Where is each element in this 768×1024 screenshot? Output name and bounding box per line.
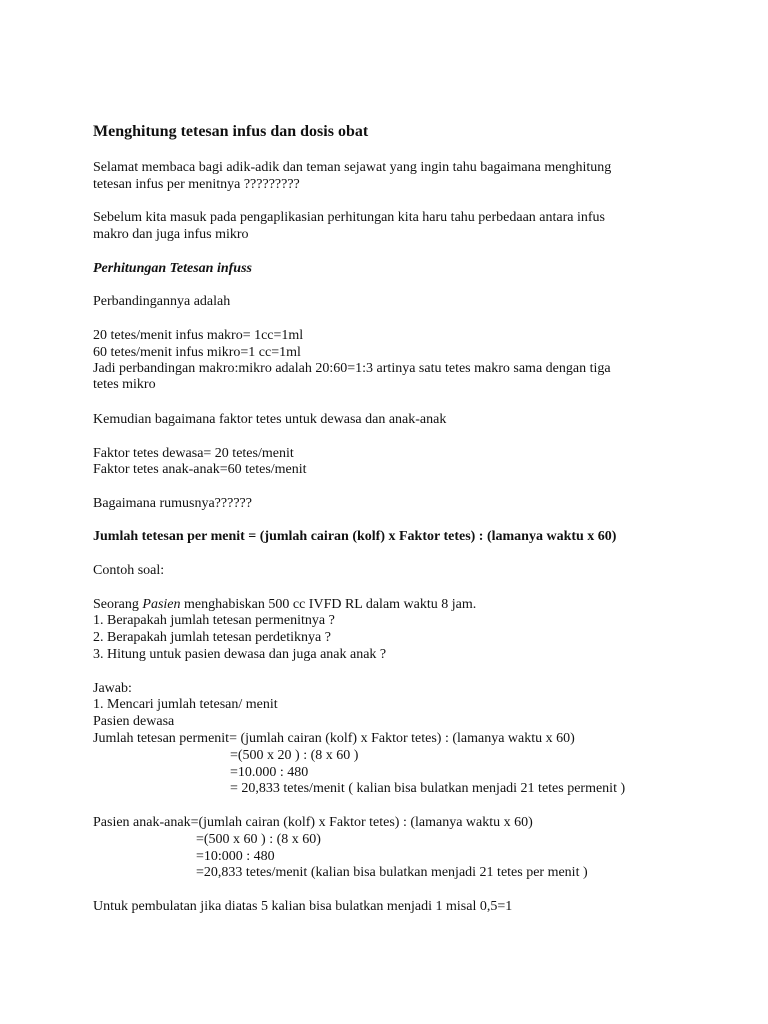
comparison-intro: Perbandingannya adalah [93,294,231,309]
example-prefix: Seorang [93,597,143,612]
adult-label: Pasien dewasa [93,714,175,729]
answer-step-1: 1. Mencari jumlah tetesan/ menit [93,697,278,712]
question-2: 2. Berapakah jumlah tetesan perdetiknya ? [93,630,331,645]
example-patient: Pasien [142,597,181,612]
formula-question: Bagaimana rumusnya?????? [93,496,252,511]
example-statement [93,597,476,613]
child-step-3: =20,833 tetes/menit (kalian bisa bulatkan menjadi 21 tetes per menit ) [196,865,588,880]
comparison-line-2: 60 tetes/menit infus mikro=1 cc=1ml [93,345,301,360]
question-1: 1. Berapakah jumlah tetesan permenitnya ? [93,613,335,628]
answer-label: Jawab: [93,681,132,696]
rounding-note: Untuk pembulatan jika diatas 5 kalian bisa bulatkan menjadi 1 misal 0,5=1 [93,899,513,914]
adult-step-1: =(500 x 20 ) : (8 x 60 ) [230,748,359,763]
intro-line-1: Selamat membaca bagi adik-adik dan teman sejawat yang ingin tahu bagaimana menghitung [93,160,612,175]
comparison-line-1: 20 tetes/menit infus makro= 1cc=1ml [93,328,304,343]
comparison-line-4: tetes mikro [93,377,156,392]
adult-step-2: =10.000 : 480 [230,765,309,780]
question-3: 3. Hitung untuk pasien dewasa dan juga anak anak ? [93,647,387,662]
adult-formula: Jumlah tetesan permenit= (jumlah cairan (kolf) x Faktor tetes) : (lamanya waktu x 60) [93,731,575,746]
intro-line-2: tetesan infus per menitnya ????????? [93,177,300,192]
factor-adult: Faktor tetes dewasa= 20 tetes/menit [93,446,294,461]
child-step-2: =10:000 : 480 [196,849,275,864]
child-step-1: =(500 x 60 ) : (8 x 60) [196,832,321,847]
formula: Jumlah tetesan per menit = (jumlah cairan (kolf) x Faktor tetes) : (lamanya waktu x 60) [93,529,617,544]
factor-intro: Kemudian bagaimana faktor tetes untuk dewasa dan anak-anak [93,412,447,427]
factor-child: Faktor tetes anak-anak=60 tetes/menit [93,462,307,477]
comparison-line-3: Jadi perbandingan makro:mikro adalah 20:60=1:3 artinya satu tetes makro sama dengan tiga [93,361,611,376]
section-heading-infus: Perhitungan Tetesan infuss [93,261,252,276]
adult-step-3: = 20,833 tetes/menit ( kalian bisa bulatkan menjadi 21 tetes permenit ) [230,781,626,796]
child-formula: Pasien anak-anak=(jumlah cairan (kolf) x Faktor tetes) : (lamanya waktu x 60) [93,815,533,830]
before-line-1: Sebelum kita masuk pada pengaplikasian perhitungan kita haru tahu perbedaan antara infus [93,210,605,225]
before-line-2: makro dan juga infus mikro [93,227,249,242]
document-title: Menghitung tetesan infus dan dosis obat [93,123,369,140]
example-suffix: menghabiskan 500 cc IVFD RL dalam waktu 8 jam. [180,597,477,612]
example-label: Contoh soal: [93,563,165,578]
